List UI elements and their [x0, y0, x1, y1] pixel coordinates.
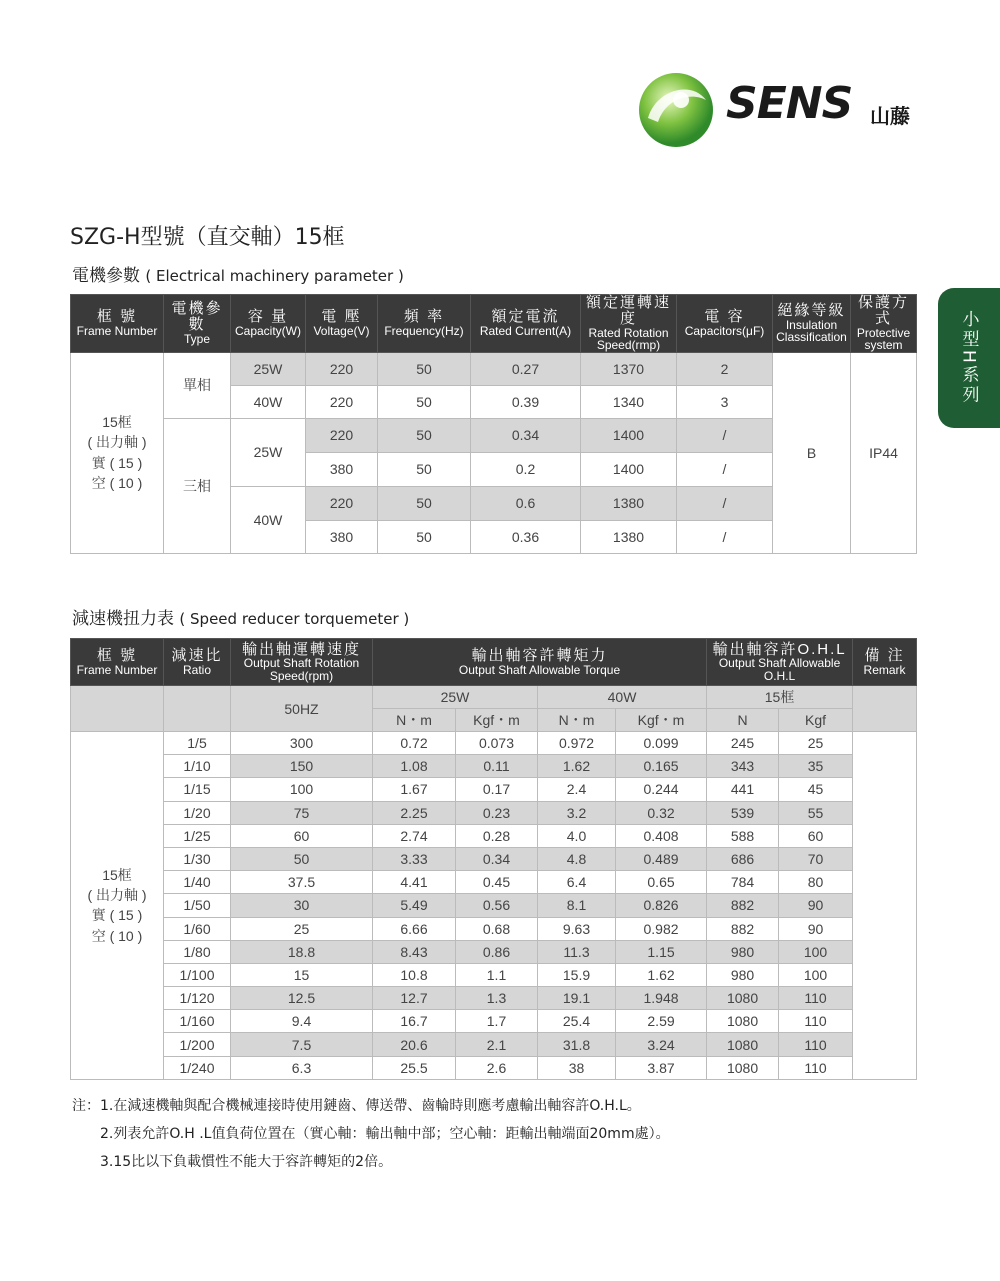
speed-cell: 1380: [581, 520, 677, 553]
ohl-n-cell: 1080: [707, 1033, 779, 1056]
speed-cell: 37.5: [231, 871, 373, 894]
table-row: [71, 940, 917, 963]
speed-cell: 50: [231, 847, 373, 870]
speed-cell: 75: [231, 801, 373, 824]
nm-40w-cell: 3.2: [538, 801, 616, 824]
voltage-cell: 220: [306, 418, 378, 452]
ratio-cell: 1/5: [164, 732, 231, 755]
voltage-cell: 220: [306, 486, 378, 520]
note-text: 2.列表允許O.H .L值負荷位置在（實心軸：輸出軸中部；空心軸：距輸出軸端面20mm處）。: [100, 1126, 670, 1142]
kgfm-25w-cell: 0.86: [456, 940, 538, 963]
speed-cell: 18.8: [231, 940, 373, 963]
ohl-n-cell: 343: [707, 755, 779, 778]
nm-25w-cell: 4.41: [373, 871, 456, 894]
ratio-cell: 1/240: [164, 1056, 231, 1079]
speed-cell: 12.5: [231, 987, 373, 1010]
sub-40w: 40W: [538, 686, 707, 709]
speed-cell: 6.3: [231, 1056, 373, 1079]
ohl-kgf-cell: 110: [779, 1033, 853, 1056]
kgfm-25w-cell: 0.56: [456, 894, 538, 917]
ratio-cell: 1/80: [164, 940, 231, 963]
ohl-n-cell: 686: [707, 847, 779, 870]
table-row: [71, 732, 917, 755]
single-phase-cell: 單相: [164, 352, 231, 418]
ohl-n-cell: 588: [707, 824, 779, 847]
ohl-n-cell: 539: [707, 801, 779, 824]
ohl-kgf-cell: 35: [779, 755, 853, 778]
capacitor-cell: /: [677, 452, 773, 486]
unit-n: N: [707, 709, 779, 732]
capacitor-cell: /: [677, 520, 773, 553]
capacitor-cell: /: [677, 418, 773, 452]
note-3: [72, 1152, 670, 1180]
nm-40w-cell: 6.4: [538, 871, 616, 894]
ratio-cell: 1/100: [164, 963, 231, 986]
frequency-cell: 50: [378, 385, 471, 418]
table-row: [71, 917, 917, 940]
ohl-n-cell: 441: [707, 778, 779, 801]
kgfm-40w-cell: 3.87: [616, 1056, 707, 1079]
nm-25w-cell: 5.49: [373, 894, 456, 917]
ohl-kgf-cell: 90: [779, 917, 853, 940]
speed-cell: 25: [231, 917, 373, 940]
table-row: [71, 824, 917, 847]
table-row: [71, 963, 917, 986]
series-label: 小型H系列: [958, 310, 979, 406]
capacitor-cell: /: [677, 486, 773, 520]
table-row: [71, 352, 917, 385]
capacity-cell: 40W: [231, 385, 306, 418]
note-1: [72, 1096, 670, 1124]
kgfm-25w-cell: 2.1: [456, 1033, 538, 1056]
sub-frame15: 15框: [707, 686, 853, 709]
header-ohl: 輸出軸容許O.H.L Output Shaft Allowable O.H.L: [707, 639, 853, 686]
speed-cell: 100: [231, 778, 373, 801]
ohl-kgf-cell: 100: [779, 963, 853, 986]
ohl-n-cell: 1080: [707, 987, 779, 1010]
ohl-n-cell: 784: [707, 871, 779, 894]
header-output-speed: 輸出軸運轉速度 Output Shaft Rotation Speed(rpm): [231, 639, 373, 686]
speed-cell: 1400: [581, 452, 677, 486]
nm-40w-cell: 2.4: [538, 778, 616, 801]
kgfm-25w-cell: 0.28: [456, 824, 538, 847]
voltage-cell: 380: [306, 452, 378, 486]
section-electrical-zh: 電機參數: [72, 266, 140, 286]
voltage-cell: 380: [306, 520, 378, 553]
kgfm-25w-cell: 0.17: [456, 778, 538, 801]
sub-hz: 50HZ: [231, 686, 373, 732]
speed-cell: 1400: [581, 418, 677, 452]
nm-25w-cell: 3.33: [373, 847, 456, 870]
table-row: [71, 847, 917, 870]
note-2: [72, 1124, 670, 1152]
capacitor-cell: 2: [677, 352, 773, 385]
kgfm-25w-cell: 0.68: [456, 917, 538, 940]
table-row: [71, 894, 917, 917]
nm-40w-cell: 11.3: [538, 940, 616, 963]
table-row: [71, 801, 917, 824]
kgfm-40w-cell: 0.244: [616, 778, 707, 801]
kgfm-40w-cell: 0.826: [616, 894, 707, 917]
ohl-n-cell: 882: [707, 917, 779, 940]
ohl-kgf-cell: 70: [779, 847, 853, 870]
capacity-cell: 25W: [231, 352, 306, 385]
speed-cell: 9.4: [231, 1010, 373, 1033]
table-row: [71, 1033, 917, 1056]
speed-cell: 1370: [581, 352, 677, 385]
speed-cell: 15: [231, 963, 373, 986]
unit-kgfm-25w: Kgf・m: [456, 709, 538, 732]
speed-cell: 60: [231, 824, 373, 847]
frequency-cell: 50: [378, 418, 471, 452]
table-row: [71, 755, 917, 778]
unit-kgfm-40w: Kgf・m: [616, 709, 707, 732]
ohl-n-cell: 245: [707, 732, 779, 755]
ratio-cell: 1/60: [164, 917, 231, 940]
ohl-kgf-cell: 110: [779, 1056, 853, 1079]
kgfm-25w-cell: 0.073: [456, 732, 538, 755]
capacity-cell: 40W: [231, 486, 306, 553]
kgfm-40w-cell: 1.948: [616, 987, 707, 1010]
sub-ratio-blank: [164, 686, 231, 732]
voltage-cell: 220: [306, 352, 378, 385]
table-row: [71, 1010, 917, 1033]
logo-sphere-icon: [636, 70, 716, 150]
nm-25w-cell: 16.7: [373, 1010, 456, 1033]
kgfm-40w-cell: 0.489: [616, 847, 707, 870]
nm-25w-cell: 25.5: [373, 1056, 456, 1079]
nm-25w-cell: 0.72: [373, 732, 456, 755]
ratio-cell: 1/30: [164, 847, 231, 870]
capacitor-cell: 3: [677, 385, 773, 418]
kgfm-25w-cell: 1.3: [456, 987, 538, 1010]
unit-nm-40w: N・m: [538, 709, 616, 732]
ratio-cell: 1/15: [164, 778, 231, 801]
current-cell: 0.36: [471, 520, 581, 553]
nm-25w-cell: 2.74: [373, 824, 456, 847]
kgfm-40w-cell: 0.099: [616, 732, 707, 755]
ohl-kgf-cell: 45: [779, 778, 853, 801]
frequency-cell: 50: [378, 352, 471, 385]
nm-40w-cell: 4.8: [538, 847, 616, 870]
frame-cell: 15框 ( 出力軸 ) 實 ( 15 ) 空 ( 10 ): [71, 352, 164, 553]
nm-25w-cell: 20.6: [373, 1033, 456, 1056]
ohl-kgf-cell: 110: [779, 987, 853, 1010]
header-speed: 額定運轉速度 Rated Rotation Speed(rmp): [581, 295, 677, 353]
ratio-cell: 1/25: [164, 824, 231, 847]
nm-25w-cell: 10.8: [373, 963, 456, 986]
brand-name: SENS: [726, 78, 853, 129]
header-frequency: 頻 率 Frequency(Hz): [378, 295, 471, 353]
kgfm-40w-cell: 0.982: [616, 917, 707, 940]
nm-25w-cell: 6.66: [373, 917, 456, 940]
ohl-kgf-cell: 25: [779, 732, 853, 755]
kgfm-40w-cell: 0.165: [616, 755, 707, 778]
ohl-kgf-cell: 60: [779, 824, 853, 847]
kgfm-25w-cell: 0.45: [456, 871, 538, 894]
header-frame: 框 號 Frame Number: [71, 295, 164, 353]
kgfm-25w-cell: 1.7: [456, 1010, 538, 1033]
ohl-n-cell: 980: [707, 963, 779, 986]
ratio-cell: 1/160: [164, 1010, 231, 1033]
insulation-cell: B: [773, 352, 851, 553]
frequency-cell: 50: [378, 452, 471, 486]
nm-25w-cell: 1.67: [373, 778, 456, 801]
notes: [72, 1096, 670, 1180]
speed-cell: 300: [231, 732, 373, 755]
nm-40w-cell: 4.0: [538, 824, 616, 847]
brand-name-cn: 山藤: [870, 104, 910, 128]
ohl-n-cell: 980: [707, 940, 779, 963]
nm-40w-cell: 1.62: [538, 755, 616, 778]
kgfm-25w-cell: 2.6: [456, 1056, 538, 1079]
nm-40w-cell: 31.8: [538, 1033, 616, 1056]
nm-25w-cell: 1.08: [373, 755, 456, 778]
header-frame: 框 號 Frame Number: [71, 639, 164, 686]
ohl-n-cell: 1080: [707, 1010, 779, 1033]
section-torque-zh: 減速機扭力表: [72, 609, 174, 629]
kgfm-40w-cell: 0.32: [616, 801, 707, 824]
header-ratio: 減速比 Ratio: [164, 639, 231, 686]
speed-cell: 1340: [581, 385, 677, 418]
frame-cell: 15框 ( 出力軸 ) 實 ( 15 ) 空 ( 10 ): [71, 732, 164, 1080]
nm-40w-cell: 19.1: [538, 987, 616, 1010]
protection-cell: IP44: [851, 352, 917, 553]
ohl-n-cell: 1080: [707, 1056, 779, 1079]
ratio-cell: 1/40: [164, 871, 231, 894]
table1-header-row: [71, 295, 917, 353]
nm-40w-cell: 0.972: [538, 732, 616, 755]
nm-40w-cell: 9.63: [538, 917, 616, 940]
ohl-kgf-cell: 90: [779, 894, 853, 917]
current-cell: 0.34: [471, 418, 581, 452]
note-text: 3.15比以下負載慣性不能大于容許轉矩的2倍。: [100, 1154, 393, 1170]
capacity-cell: 25W: [231, 418, 306, 486]
subheader-row: [71, 686, 917, 709]
torque-table: [70, 638, 917, 1080]
ratio-cell: 1/20: [164, 801, 231, 824]
unit-kgf: Kgf: [779, 709, 853, 732]
kgfm-40w-cell: 3.24: [616, 1033, 707, 1056]
table-row: [71, 778, 917, 801]
speed-cell: 1380: [581, 486, 677, 520]
header-torque: 輸出軸容許轉矩力 Output Shaft Allowable Torque: [373, 639, 707, 686]
table-row: [71, 871, 917, 894]
voltage-cell: 220: [306, 385, 378, 418]
table-row: [71, 1056, 917, 1079]
ohl-kgf-cell: 100: [779, 940, 853, 963]
nm-25w-cell: 8.43: [373, 940, 456, 963]
section-electrical-en: ( Electrical machinery parameter ): [145, 267, 404, 285]
header-capacity: 容 量 Capacity(W): [231, 295, 306, 353]
page-title: SZG-H型號（直交軸）15框: [70, 225, 345, 250]
current-cell: 0.6: [471, 486, 581, 520]
sub-remark-blank: [853, 686, 917, 732]
kgfm-25w-cell: 0.34: [456, 847, 538, 870]
header-current: 額定電流 Rated Current(A): [471, 295, 581, 353]
kgfm-40w-cell: 0.408: [616, 824, 707, 847]
header-insulation: 絕緣等級 Insulation Classification: [773, 295, 851, 353]
nm-25w-cell: 2.25: [373, 801, 456, 824]
header-capacitor: 電 容 Capacitors(μF): [677, 295, 773, 353]
current-cell: 0.39: [471, 385, 581, 418]
series-side-tab: [938, 288, 1000, 428]
speed-cell: 7.5: [231, 1033, 373, 1056]
frequency-cell: 50: [378, 520, 471, 553]
brand-logo: [636, 70, 926, 150]
header-voltage: 電 壓 Voltage(V): [306, 295, 378, 353]
kgfm-25w-cell: 0.11: [456, 755, 538, 778]
nm-40w-cell: 8.1: [538, 894, 616, 917]
kgfm-40w-cell: 1.62: [616, 963, 707, 986]
header-remark: 備 注 Remark: [853, 639, 917, 686]
header-type: 電機參數 Type: [164, 295, 231, 353]
header-protection: 保護方式 Protective system: [851, 295, 917, 353]
sub-25w: 25W: [373, 686, 538, 709]
ohl-n-cell: 882: [707, 894, 779, 917]
torque-body: [71, 732, 917, 1080]
speed-cell: 150: [231, 755, 373, 778]
ratio-cell: 1/120: [164, 987, 231, 1010]
section-torque-title: [72, 604, 409, 629]
table-row: [71, 987, 917, 1010]
nm-40w-cell: 15.9: [538, 963, 616, 986]
current-cell: 0.2: [471, 452, 581, 486]
kgfm-25w-cell: 1.1: [456, 963, 538, 986]
nm-40w-cell: 38: [538, 1056, 616, 1079]
remark-cell: [853, 732, 917, 1080]
ohl-kgf-cell: 55: [779, 801, 853, 824]
ratio-cell: 1/50: [164, 894, 231, 917]
kgfm-40w-cell: 1.15: [616, 940, 707, 963]
table2-header-row: [71, 639, 917, 686]
ratio-cell: 1/10: [164, 755, 231, 778]
three-phase-cell: 三相: [164, 418, 231, 553]
section-torque-en: ( Speed reducer torquemeter ): [179, 610, 410, 628]
ohl-kgf-cell: 110: [779, 1010, 853, 1033]
speed-cell: 30: [231, 894, 373, 917]
notes-label: 注：: [72, 1098, 100, 1114]
nm-25w-cell: 12.7: [373, 987, 456, 1010]
kgfm-40w-cell: 2.59: [616, 1010, 707, 1033]
ratio-cell: 1/200: [164, 1033, 231, 1056]
frequency-cell: 50: [378, 486, 471, 520]
note-text: 1.在減速機軸與配合機械連接時使用鏈齒、傳送帶、齒輪時則應考慮輸出軸容許O.H.L。: [100, 1098, 641, 1114]
unit-nm-25w: N・m: [373, 709, 456, 732]
sub-frame-blank: [71, 686, 164, 732]
section-electrical-title: [72, 261, 404, 286]
nm-40w-cell: 25.4: [538, 1010, 616, 1033]
electrical-parameter-table: [70, 294, 917, 554]
ohl-kgf-cell: 80: [779, 871, 853, 894]
kgfm-40w-cell: 0.65: [616, 871, 707, 894]
kgfm-25w-cell: 0.23: [456, 801, 538, 824]
current-cell: 0.27: [471, 352, 581, 385]
